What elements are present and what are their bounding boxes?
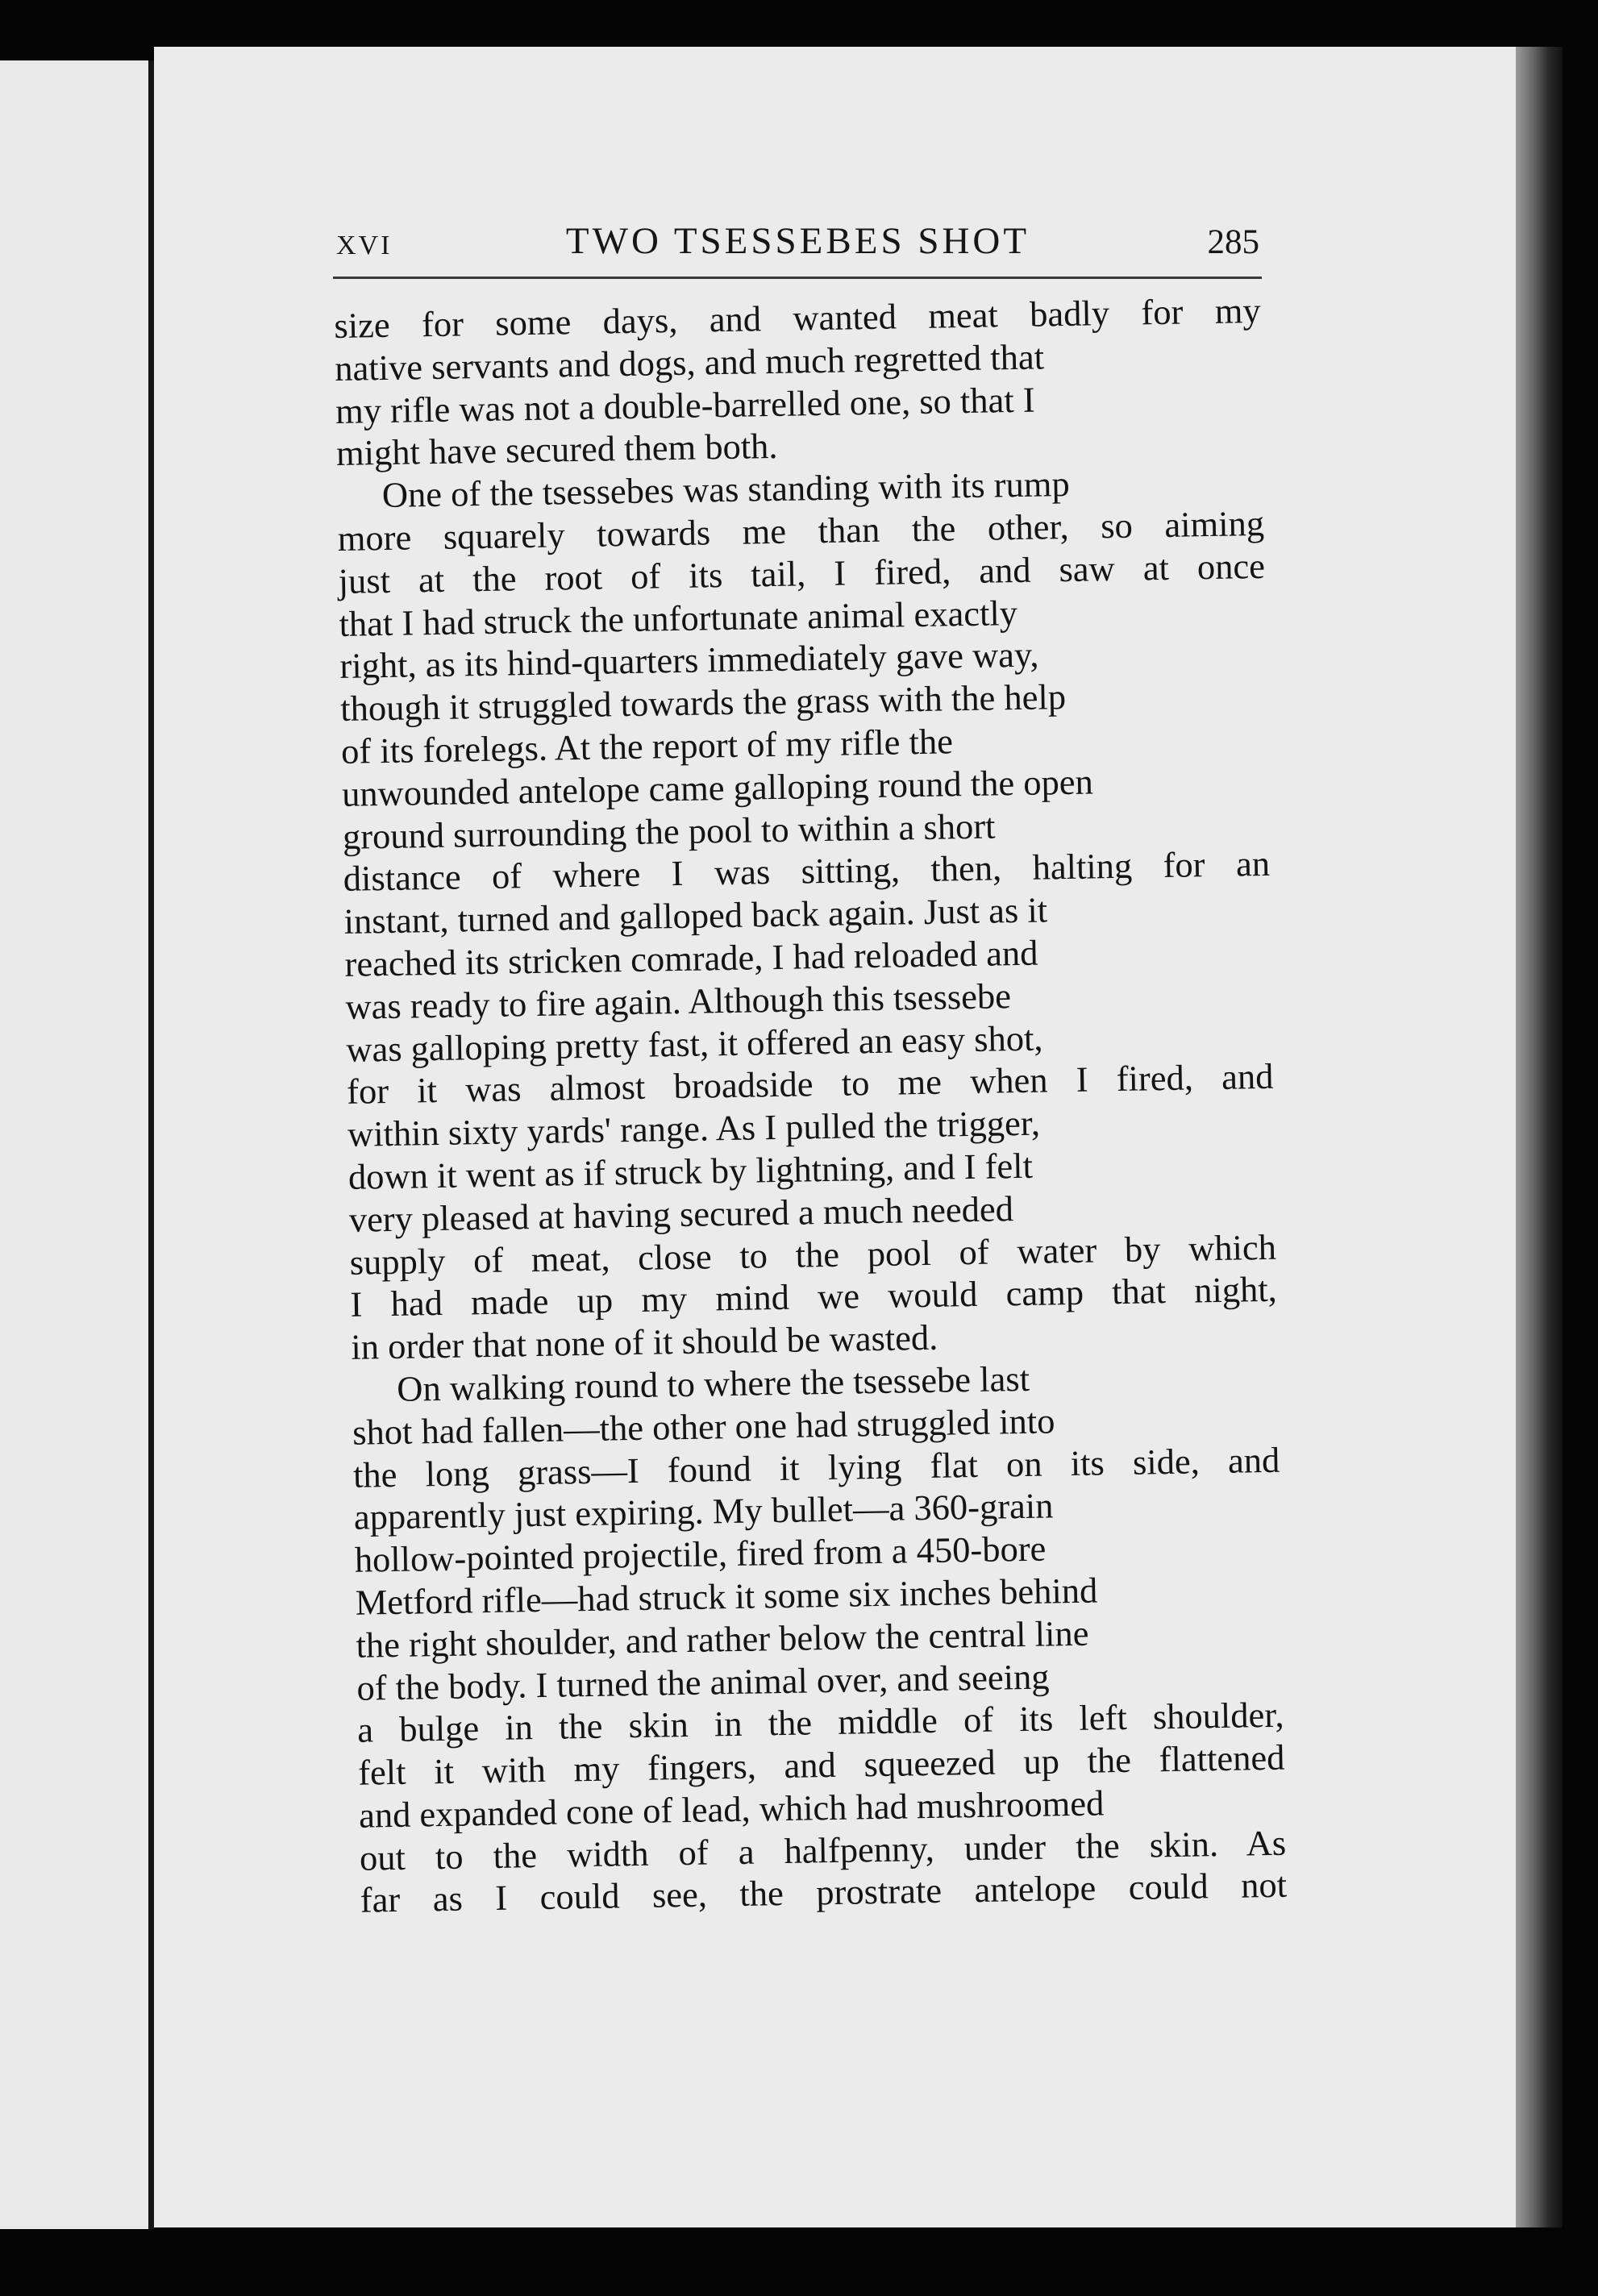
text-line: very pleased at having secured a much needed — [348, 1188, 1014, 1240]
text-line: of its forelegs. At the report of my rifle the — [340, 721, 954, 772]
text-line: down it went as if struck by lightning, and I felt — [347, 1145, 1034, 1197]
text-line: the right shoulder, and rather below the central line — [356, 1612, 1089, 1666]
text-line: far as I could see, the prostrate antelope could not — [360, 1865, 1288, 1921]
text-line: and expanded cone of lead, which had mushroomed — [358, 1782, 1105, 1836]
text-line: for it was almost broadside to me when I fired, and — [346, 1056, 1274, 1113]
text-line: that I had struck the unfortunate animal exactly — [339, 592, 1018, 644]
text-line: in order that none of it should be wasted. — [351, 1316, 938, 1367]
text-line: unwounded antelope came galloping round the open — [341, 761, 1094, 814]
text-line: size for some days, and wanted meat badly for my — [334, 289, 1261, 346]
running-head — [336, 219, 1259, 268]
text-line: though it struggled towards the grass with the help — [339, 676, 1067, 730]
page-title: TWO TSESSEBES SHOT — [565, 220, 1030, 262]
paragraph-start-line: One of the tsessebes was standing with its rump — [381, 464, 1071, 516]
page-edge-stack — [1516, 47, 1563, 2227]
text-line: might have secured them both. — [335, 426, 778, 474]
text-line: just at the root of its tail, I fired, and saw at once — [338, 545, 1266, 601]
text-line: reached its stricken comrade, I had reloaded and — [344, 932, 1038, 984]
header-rule — [333, 277, 1262, 279]
page-number: 285 — [1207, 223, 1259, 261]
text-line: supply of meat, close to the pool of water by which — [349, 1226, 1277, 1283]
chapter-numeral: XVI — [336, 231, 393, 260]
left-page-margin — [0, 60, 148, 2229]
body-text — [334, 289, 1328, 1922]
text-line: hollow-pointed projectile, fired from a 450-bore — [354, 1528, 1047, 1580]
text-line: distance of where I was sitting, then, halting for an — [343, 843, 1271, 900]
text-line: instant, turned and galloped back again. Just as it — [343, 889, 1048, 942]
text-line: right, as its hind-quarters immediately gave way, — [339, 634, 1039, 687]
text-line: my rifle was not a double-barrelled one, so that I — [335, 379, 1035, 431]
text-line: was ready to fire again. Although this tsessebe — [345, 975, 1012, 1027]
text-line: out to the width of a halfpenny, under the skin. As — [359, 1822, 1287, 1878]
book-gutter — [148, 60, 154, 2229]
text-line: I had made up my mind we would camp that night, — [350, 1269, 1278, 1325]
text-line: more squarely towards me than the other, so aiming — [337, 502, 1265, 559]
text-line: within sixty yards' range. As I pulled the trigger, — [347, 1102, 1041, 1154]
text-line: shot had fallen—the other one had struggled into — [352, 1400, 1055, 1453]
text-line: a bulge in the skin in the middle of its left shoulder, — [356, 1695, 1284, 1751]
text-line: was galloping pretty fast, it offered an easy shot, — [345, 1017, 1043, 1070]
text-line: ground surrounding the pool to within a short — [342, 805, 996, 857]
text-line: native servants and dogs, and much regretted that — [334, 336, 1045, 389]
text-line: felt it with my fingers, and squeezed up the flattened — [357, 1737, 1285, 1793]
text-line: Metford rifle—had struck it some six inches behind — [355, 1570, 1098, 1623]
text-line: apparently just expiring. My bullet—a 360-grain — [353, 1485, 1054, 1538]
paragraph-start-line: On walking round to where the tsessebe last — [396, 1358, 1030, 1409]
text-line: the long grass—I found it lying flat on its side, and — [352, 1439, 1280, 1495]
text-line: of the body. I turned the animal over, and seeing — [356, 1656, 1050, 1708]
